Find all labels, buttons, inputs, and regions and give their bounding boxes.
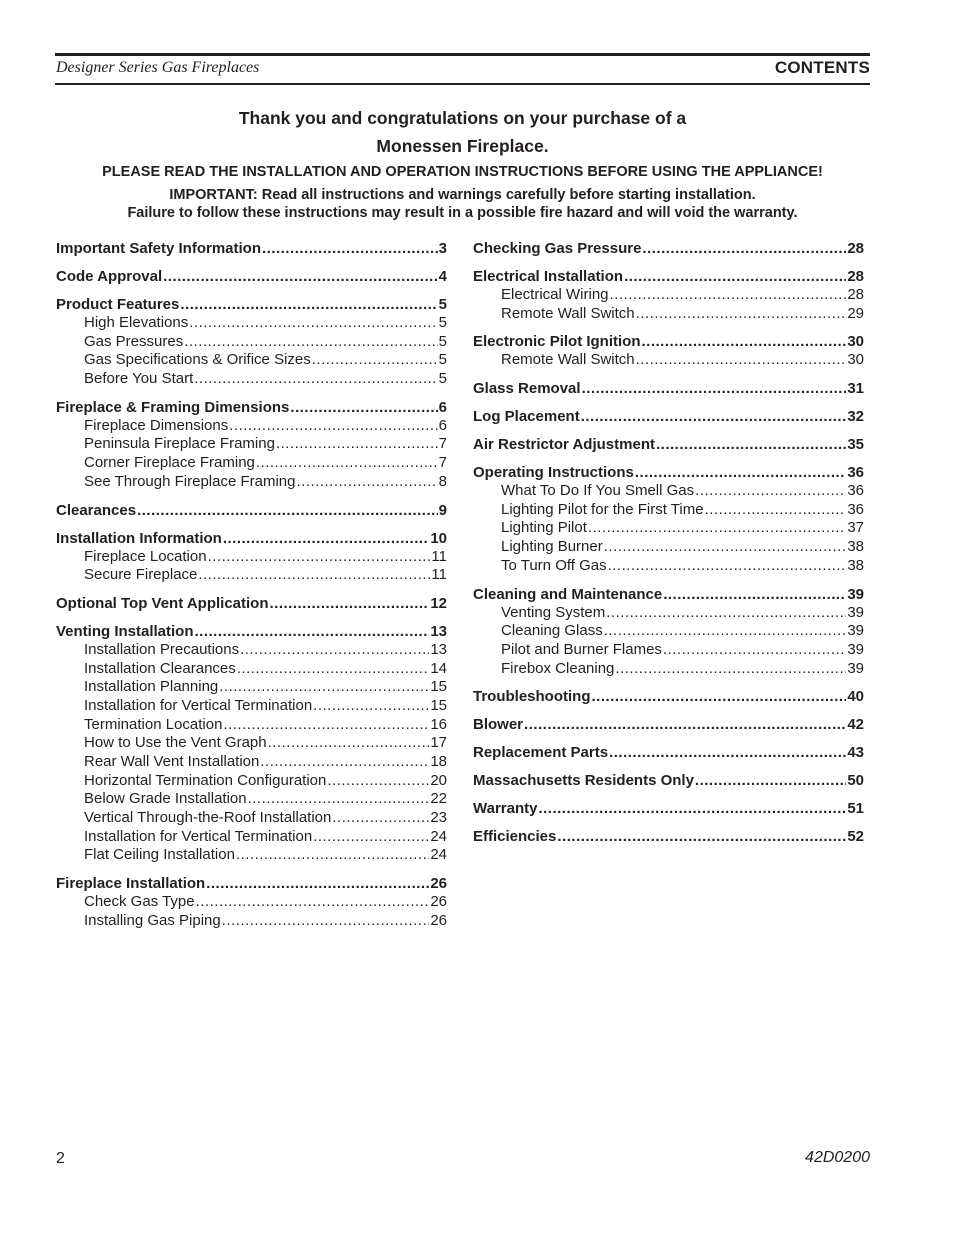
toc-section-entry[interactable] (473, 827, 864, 846)
dot-leader (610, 286, 847, 305)
toc-section-entry[interactable] (473, 585, 864, 604)
toc-entry-page: 26 (430, 911, 447, 929)
toc-subsection-entry[interactable] (56, 473, 447, 492)
dot-leader (604, 538, 847, 557)
toc-entry-page: 24 (430, 827, 447, 845)
toc-entry-title: Replacement Parts (473, 744, 609, 762)
toc-entry-title: Checking Gas Pressure (473, 240, 642, 257)
toc-entry-page: 39 (847, 622, 864, 640)
toc-entry-page: 30 (847, 333, 864, 351)
toc-entry-title: Important Safety Information (56, 240, 262, 257)
toc-entry-title: Cleaning and Maintenance (473, 585, 663, 603)
toc-subsection-entry[interactable] (473, 482, 864, 501)
toc-section-entry[interactable] (56, 398, 447, 417)
toc-section-entry[interactable] (56, 529, 447, 548)
toc-entry-page: 30 (847, 351, 864, 369)
toc-entry-page: 40 (847, 688, 864, 706)
toc-section-entry[interactable] (473, 463, 864, 482)
section-title: CONTENTS (774, 58, 870, 77)
toc-entry-page: 16 (430, 715, 447, 733)
toc-entry-title: Termination Location (84, 715, 223, 733)
toc-entry-page: 28 (847, 286, 864, 303)
toc-entry-page: 26 (430, 875, 447, 893)
toc-entry-title: Electronic Pilot Ignition (473, 333, 641, 351)
toc-section-entry[interactable] (473, 715, 864, 734)
toc-entry-title: Gas Specifications & Orifice Sizes (84, 351, 311, 369)
toc-subsection-entry[interactable] (56, 641, 447, 660)
toc-entry-title: Fireplace Location (84, 547, 207, 565)
toc-entry-title: See Through Fireplace Framing (84, 472, 296, 490)
toc-entry-page: 20 (430, 771, 447, 789)
toc-entry-page: 26 (430, 893, 447, 911)
intro-important-line: IMPORTANT: Read all instructions and warnings carefully before starting installation. (169, 187, 756, 203)
toc-entry-title: Efficiencies (473, 828, 557, 846)
toc-subsection-entry[interactable] (56, 417, 447, 436)
toc-entry-title: What To Do If You Smell Gas (501, 482, 695, 500)
toc-entry-title: Peninsula Fireplace Framing (84, 435, 275, 453)
dot-leader (206, 874, 429, 893)
dot-leader (163, 267, 438, 286)
toc-entry-page: 38 (847, 538, 864, 556)
toc-entry-title: Lighting Pilot (501, 519, 587, 537)
toc-subsection-entry[interactable] (56, 697, 447, 716)
toc-subsection-entry[interactable] (473, 641, 864, 660)
toc-subsection-entry[interactable] (473, 604, 864, 623)
toc-entry-title: To Turn Off Gas (501, 556, 607, 574)
toc-entry-page: 35 (847, 436, 864, 454)
toc-entry-page: 7 (438, 454, 447, 472)
toc-entry-page: 5 (438, 332, 447, 350)
toc-subsection-entry[interactable] (56, 351, 447, 370)
toc-entry-page: 36 (847, 500, 864, 518)
toc-section-entry[interactable] (473, 435, 864, 454)
toc-entry-title: Check Gas Type (84, 893, 195, 911)
dot-leader (588, 519, 846, 538)
toc-entry-title: Secure Fireplace (84, 566, 198, 584)
toc-entry-page: 6 (438, 398, 447, 416)
toc-subsection-entry[interactable] (56, 753, 447, 772)
toc-entry-title: Electrical Wiring (501, 286, 609, 303)
toc-entry-title: Firebox Cleaning (501, 659, 615, 677)
series-title: Designer Series Gas Fireplaces (56, 59, 260, 76)
toc-entry-title: Below Grade Installation (84, 790, 247, 808)
toc-section-entry[interactable] (473, 687, 864, 706)
toc-subsection-entry[interactable] (56, 314, 447, 333)
toc-entry-page: 50 (847, 772, 864, 790)
dot-leader (189, 314, 437, 333)
dot-leader (656, 435, 846, 454)
dot-leader (194, 370, 437, 389)
toc-subsection-entry[interactable] (56, 333, 447, 352)
toc-section-entry[interactable] (473, 743, 864, 762)
toc-section-entry[interactable] (56, 594, 447, 613)
dot-leader (198, 566, 430, 585)
toc-entry-title: Product Features (56, 296, 180, 313)
dot-leader (237, 660, 430, 679)
toc-entry-page: 15 (430, 678, 447, 696)
toc-subsection-entry[interactable] (56, 828, 447, 847)
dot-leader (695, 482, 846, 501)
toc-entry-title: Venting Installation (56, 622, 194, 640)
toc-entry-page: 38 (847, 556, 864, 574)
toc-entry-page: 13 (430, 622, 447, 640)
toc-section-entry[interactable] (56, 501, 447, 520)
toc-subsection-entry[interactable] (56, 846, 447, 865)
toc-subsection-entry[interactable] (473, 286, 864, 305)
toc-entry-page: 39 (847, 640, 864, 658)
dot-leader (223, 716, 429, 735)
toc-entry-page: 12 (430, 594, 447, 612)
dot-leader (636, 351, 847, 370)
document-code: 42D0200 (805, 1149, 870, 1166)
toc-entry-title: Clearances (56, 501, 137, 519)
toc-entry-title: Installing Gas Piping (84, 911, 221, 929)
toc-entry-page: 39 (847, 585, 864, 603)
toc-section-entry[interactable] (473, 771, 864, 790)
toc-subsection-entry[interactable] (56, 734, 447, 753)
toc-section-entry[interactable] (56, 874, 447, 893)
toc-entry-title: Flat Ceiling Installation (84, 846, 235, 864)
dot-leader (262, 239, 438, 258)
dot-leader (635, 463, 846, 482)
dot-leader (276, 435, 438, 454)
toc-entry-title: Installation Clearances (84, 659, 236, 677)
page-number: 2 (56, 1150, 65, 1167)
toc-entry-title: Air Restrictor Adjustment (473, 436, 655, 454)
toc-entry-title: Electrical Installation (473, 268, 624, 285)
toc-entry-title: Remote Wall Switch (501, 304, 635, 322)
toc-entry-page: 51 (847, 800, 864, 818)
toc-section-entry[interactable] (473, 799, 864, 818)
toc-entry-title: Corner Fireplace Framing (84, 454, 255, 472)
dot-leader (582, 379, 847, 398)
dot-leader (642, 332, 847, 351)
toc-entry-page: 37 (847, 519, 864, 537)
toc-entry-page: 11 (431, 547, 447, 565)
dot-leader (615, 660, 846, 679)
toc-entry-title: Code Approval (56, 268, 163, 285)
toc-entry-page: 28 (847, 240, 864, 257)
dot-leader (592, 687, 847, 706)
toc-entry-title: Warranty (473, 800, 538, 818)
toc-entry-title: How to Use the Vent Graph (84, 734, 267, 752)
toc-entry-page: 39 (847, 603, 864, 621)
dot-leader (581, 407, 847, 426)
toc-entry-title: Fireplace Dimensions (84, 416, 229, 434)
toc-entry-page: 7 (438, 435, 447, 453)
toc-section-entry[interactable] (473, 239, 864, 258)
toc-subsection-entry[interactable] (56, 809, 447, 828)
toc-subsection-entry[interactable] (56, 790, 447, 809)
toc-entry-title: Lighting Pilot for the First Time (501, 500, 704, 518)
toc-entry-title: Vertical Through-the-Roof Installation (84, 809, 332, 827)
toc-entry-title: Installation Precautions (84, 640, 240, 658)
intro-failure-line: Failure to follow these instructions may result in a possible fire hazard and will void the warranty. (127, 205, 798, 221)
toc-section-entry[interactable] (473, 379, 864, 398)
toc-entry-page: 18 (430, 753, 447, 770)
toc-entry-page: 5 (438, 296, 447, 313)
toc-entry-page: 10 (430, 529, 447, 547)
toc-entry-page: 5 (438, 370, 447, 388)
toc-entry-title: Venting System (501, 603, 606, 621)
dot-leader (256, 454, 438, 473)
dot-leader (290, 398, 437, 417)
toc-entry-title: Installation Planning (84, 678, 219, 696)
toc-entry-title: Horizontal Termination Configuration (84, 771, 327, 789)
toc-section-entry[interactable] (473, 407, 864, 426)
toc-entry-page: 24 (430, 846, 447, 864)
toc-entry-title: Rear Wall Vent Installation (84, 753, 260, 770)
toc-entry-title: Massachusetts Residents Only (473, 772, 694, 790)
dot-leader (604, 622, 847, 641)
toc-entry-title: Remote Wall Switch (501, 351, 635, 369)
dot-leader (327, 772, 429, 791)
toc-right-column (473, 239, 864, 846)
toc-subsection-entry[interactable] (473, 519, 864, 538)
dot-leader (240, 641, 429, 660)
toc-subsection-entry[interactable] (56, 912, 447, 931)
toc-entry-title: Cleaning Glass (501, 622, 603, 640)
toc-entry-page: 28 (847, 268, 864, 285)
intro-thanks: Thank you and congratulations on your purchase of a (238, 108, 687, 128)
toc-entry-page: 17 (430, 734, 447, 752)
toc-section-entry[interactable] (56, 622, 447, 641)
dot-leader (538, 799, 846, 818)
dot-leader (236, 846, 429, 865)
dot-leader (663, 641, 846, 660)
toc-entry-page: 39 (847, 659, 864, 677)
toc-entry-title: Pilot and Burner Flames (501, 640, 662, 658)
dot-leader (270, 594, 430, 613)
dot-leader (180, 295, 437, 314)
toc-entry-title: Fireplace & Framing Dimensions (56, 398, 290, 416)
dot-leader (196, 893, 430, 912)
toc-section-entry[interactable] (56, 239, 447, 258)
dot-leader (332, 809, 429, 828)
dot-leader (557, 827, 846, 846)
toc-section-entry[interactable] (56, 295, 447, 314)
toc-entry-page: 23 (430, 809, 447, 827)
toc-entry-page: 5 (438, 351, 447, 369)
toc-entry-page: 8 (438, 472, 447, 490)
toc-subsection-entry[interactable] (56, 893, 447, 912)
toc-left-column (56, 239, 447, 931)
toc-section-entry[interactable] (473, 332, 864, 351)
header-top-rule (55, 53, 870, 56)
toc-entry-title: Operating Instructions (473, 464, 634, 482)
toc-entry-page: 5 (438, 314, 447, 331)
dot-leader (608, 557, 847, 576)
toc-subsection-entry[interactable] (56, 370, 447, 389)
dot-leader (219, 678, 429, 697)
toc-entry-title: Before You Start (84, 370, 194, 388)
toc-entry-page: 11 (431, 566, 447, 584)
toc-entry-title: High Elevations (84, 314, 189, 331)
intro-product: Monessen Fireplace. (376, 136, 549, 156)
toc-entry-page: 52 (847, 828, 864, 846)
toc-entry-page: 22 (430, 790, 447, 808)
intro-important (55, 186, 870, 222)
dot-leader (268, 734, 430, 753)
toc-section-entry[interactable] (56, 267, 447, 286)
toc-entry-title: Lighting Burner (501, 538, 603, 556)
toc-entry-page: 13 (430, 640, 447, 658)
toc-entry-page: 29 (847, 304, 864, 322)
toc-entry-title: Troubleshooting (473, 688, 591, 706)
toc-subsection-entry[interactable] (56, 678, 447, 697)
dot-leader (695, 771, 846, 790)
toc-entry-page: 4 (438, 268, 447, 285)
toc-subsection-entry[interactable] (473, 305, 864, 324)
toc-entry-title: Blower (473, 716, 524, 734)
toc-entry-page: 14 (430, 659, 447, 677)
dot-leader (208, 548, 431, 567)
dot-leader (663, 585, 846, 604)
toc-entry-page: 36 (847, 482, 864, 500)
toc-entry-title: Optional Top Vent Application (56, 594, 269, 612)
toc-subsection-entry[interactable] (473, 660, 864, 679)
toc-entry-title: Installation for Vertical Termination (84, 827, 313, 845)
toc-subsection-entry[interactable] (473, 557, 864, 576)
dot-leader (297, 473, 438, 492)
toc-entry-title: Installation Information (56, 529, 222, 547)
toc-subsection-entry[interactable] (56, 660, 447, 679)
dot-leader (260, 753, 429, 772)
toc-subsection-entry[interactable] (56, 566, 447, 585)
dot-leader (312, 351, 438, 370)
toc-entry-title: Installation for Vertical Termination (84, 696, 313, 714)
toc-section-entry[interactable] (473, 267, 864, 286)
dot-leader (223, 529, 429, 548)
toc-entry-page: 43 (847, 744, 864, 762)
toc-subsection-entry[interactable] (473, 351, 864, 370)
dot-leader (137, 501, 438, 520)
toc-subsection-entry[interactable] (56, 435, 447, 454)
toc-entry-page: 36 (847, 464, 864, 482)
dot-leader (609, 743, 846, 762)
toc-subsection-entry[interactable] (473, 538, 864, 557)
dot-leader (222, 912, 430, 931)
toc-entry-page: 9 (438, 501, 447, 519)
toc-entry-title: Log Placement (473, 408, 580, 426)
toc-subsection-entry[interactable] (56, 454, 447, 473)
dot-leader (705, 501, 847, 520)
toc-entry-page: 6 (438, 416, 447, 434)
toc-entry-title: Fireplace Installation (56, 875, 206, 893)
toc-entry-title: Glass Removal (473, 380, 581, 398)
dot-leader (248, 790, 430, 809)
toc-subsection-entry[interactable] (56, 548, 447, 567)
toc-entry-page: 42 (847, 716, 864, 734)
intro-read-warning: PLEASE READ THE INSTALLATION AND OPERATION INSTRUCTIONS BEFORE USING THE APPLIANCE! (102, 164, 823, 180)
dot-leader (624, 267, 846, 286)
toc-subsection-entry[interactable] (473, 622, 864, 641)
toc-entry-page: 32 (847, 408, 864, 426)
dot-leader (636, 305, 847, 324)
toc-subsection-entry[interactable] (56, 772, 447, 791)
toc-subsection-entry[interactable] (56, 716, 447, 735)
dot-leader (184, 333, 437, 352)
toc-subsection-entry[interactable] (473, 501, 864, 520)
dot-leader (606, 604, 846, 623)
header-bottom-rule (55, 83, 870, 85)
dot-leader (313, 828, 429, 847)
toc-entry-page: 15 (430, 696, 447, 714)
dot-leader (642, 239, 846, 258)
toc-entry-title: Gas Pressures (84, 332, 184, 350)
dot-leader (195, 622, 430, 641)
dot-leader (229, 417, 437, 436)
dot-leader (313, 697, 429, 716)
toc-entry-page: 31 (847, 380, 864, 398)
dot-leader (524, 715, 846, 734)
toc-entry-page: 3 (438, 240, 447, 257)
